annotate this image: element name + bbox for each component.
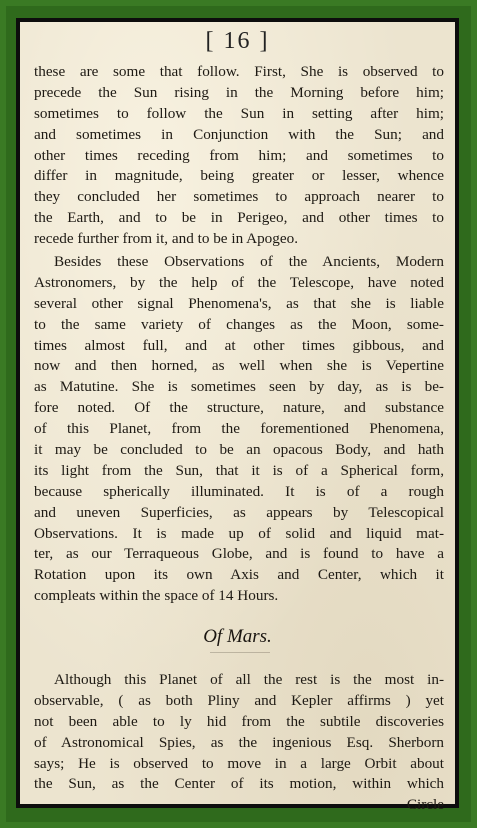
text-line: times almost full, and at other times gibbous, and (34, 336, 444, 354)
text-line: as Matutine. She is sometimes seen by day, as is be- (34, 378, 444, 396)
text-line: its light from the Sun, that it is of a Spherical form, (34, 461, 444, 479)
text-line: observable, ( as both Pliny and Kepler affirms ) yet (34, 691, 444, 709)
page-number: [ 16 ] (205, 28, 270, 54)
text-line: ter, as our Terraqueous Globe, and is found to have a (34, 545, 444, 563)
text-line: of this Planet, from the forementioned Phenomena, (34, 420, 444, 438)
text-line: the Earth, and to be in Perigeo, and other times to (34, 209, 444, 227)
text-line: several other signal Phenomena's, as that she is liable (34, 294, 444, 312)
text-line: Astronomers, by the help of the Telescope, have noted (34, 273, 444, 291)
text-line: and uneven Superficies, as appears by Telescopical (34, 503, 444, 521)
text-line: Observations. It is made up of solid and liquid mat- (34, 524, 444, 542)
heading-divider (210, 652, 270, 653)
text-line: and sometimes in Conjunction with the Sun; and (34, 125, 444, 143)
catchword-block (34, 795, 450, 816)
text-line: to the same variety of changes as the Moon, some- (34, 315, 444, 333)
text-line: other times receding from him; and sometimes to (34, 146, 444, 164)
text-line: Although this Planet of all the rest is the most in- (54, 671, 444, 688)
text-line: Rotation upon its own Axis and Center, which it (34, 566, 444, 584)
text-line: the Sun, as the Center of its motion, within which (34, 775, 444, 793)
paragraph-2 (34, 252, 444, 607)
text-line: says; He is observed to move in a large Orbit about (34, 754, 444, 772)
paragraph-1 (34, 62, 444, 250)
text-line: of Astronomical Spies, as the ingenious Esq. Sherborn (34, 733, 444, 751)
paragraph-3 (34, 670, 444, 795)
text-line: differ in magnitude, being greater or lesser, whence (34, 167, 444, 185)
book-page (20, 22, 455, 813)
text-line: these are some that follow. First, She is observed to (34, 63, 444, 80)
text-line: they concluded her sometimes to approach nearer to (34, 188, 444, 206)
text-line: precede the Sun rising in the Morning before him; (34, 83, 444, 101)
text-line: because spherically illuminated. It is of a rough (34, 482, 444, 500)
text-line: compleats within the space of 14 Hours. (34, 587, 279, 605)
text-line: Besides these Observations of the Ancients, Modern (54, 253, 444, 270)
text-line: recede further from it, and to be in Apogeo. (34, 230, 299, 248)
text-line: it may be concluded to be an opacous Body, and hath (34, 441, 444, 459)
text-line: not been able to ly hid from the subtile discoveries (34, 712, 444, 730)
text-line: fore noted. Of the structure, nature, and substance (34, 399, 444, 417)
text-line: now and then horned, as well when she is Vepertine (34, 357, 444, 375)
section-heading: Of Mars. (203, 626, 272, 647)
catchword: Circle (406, 796, 444, 813)
text-line: sometimes to follow the Sun in setting after him; (34, 104, 444, 122)
